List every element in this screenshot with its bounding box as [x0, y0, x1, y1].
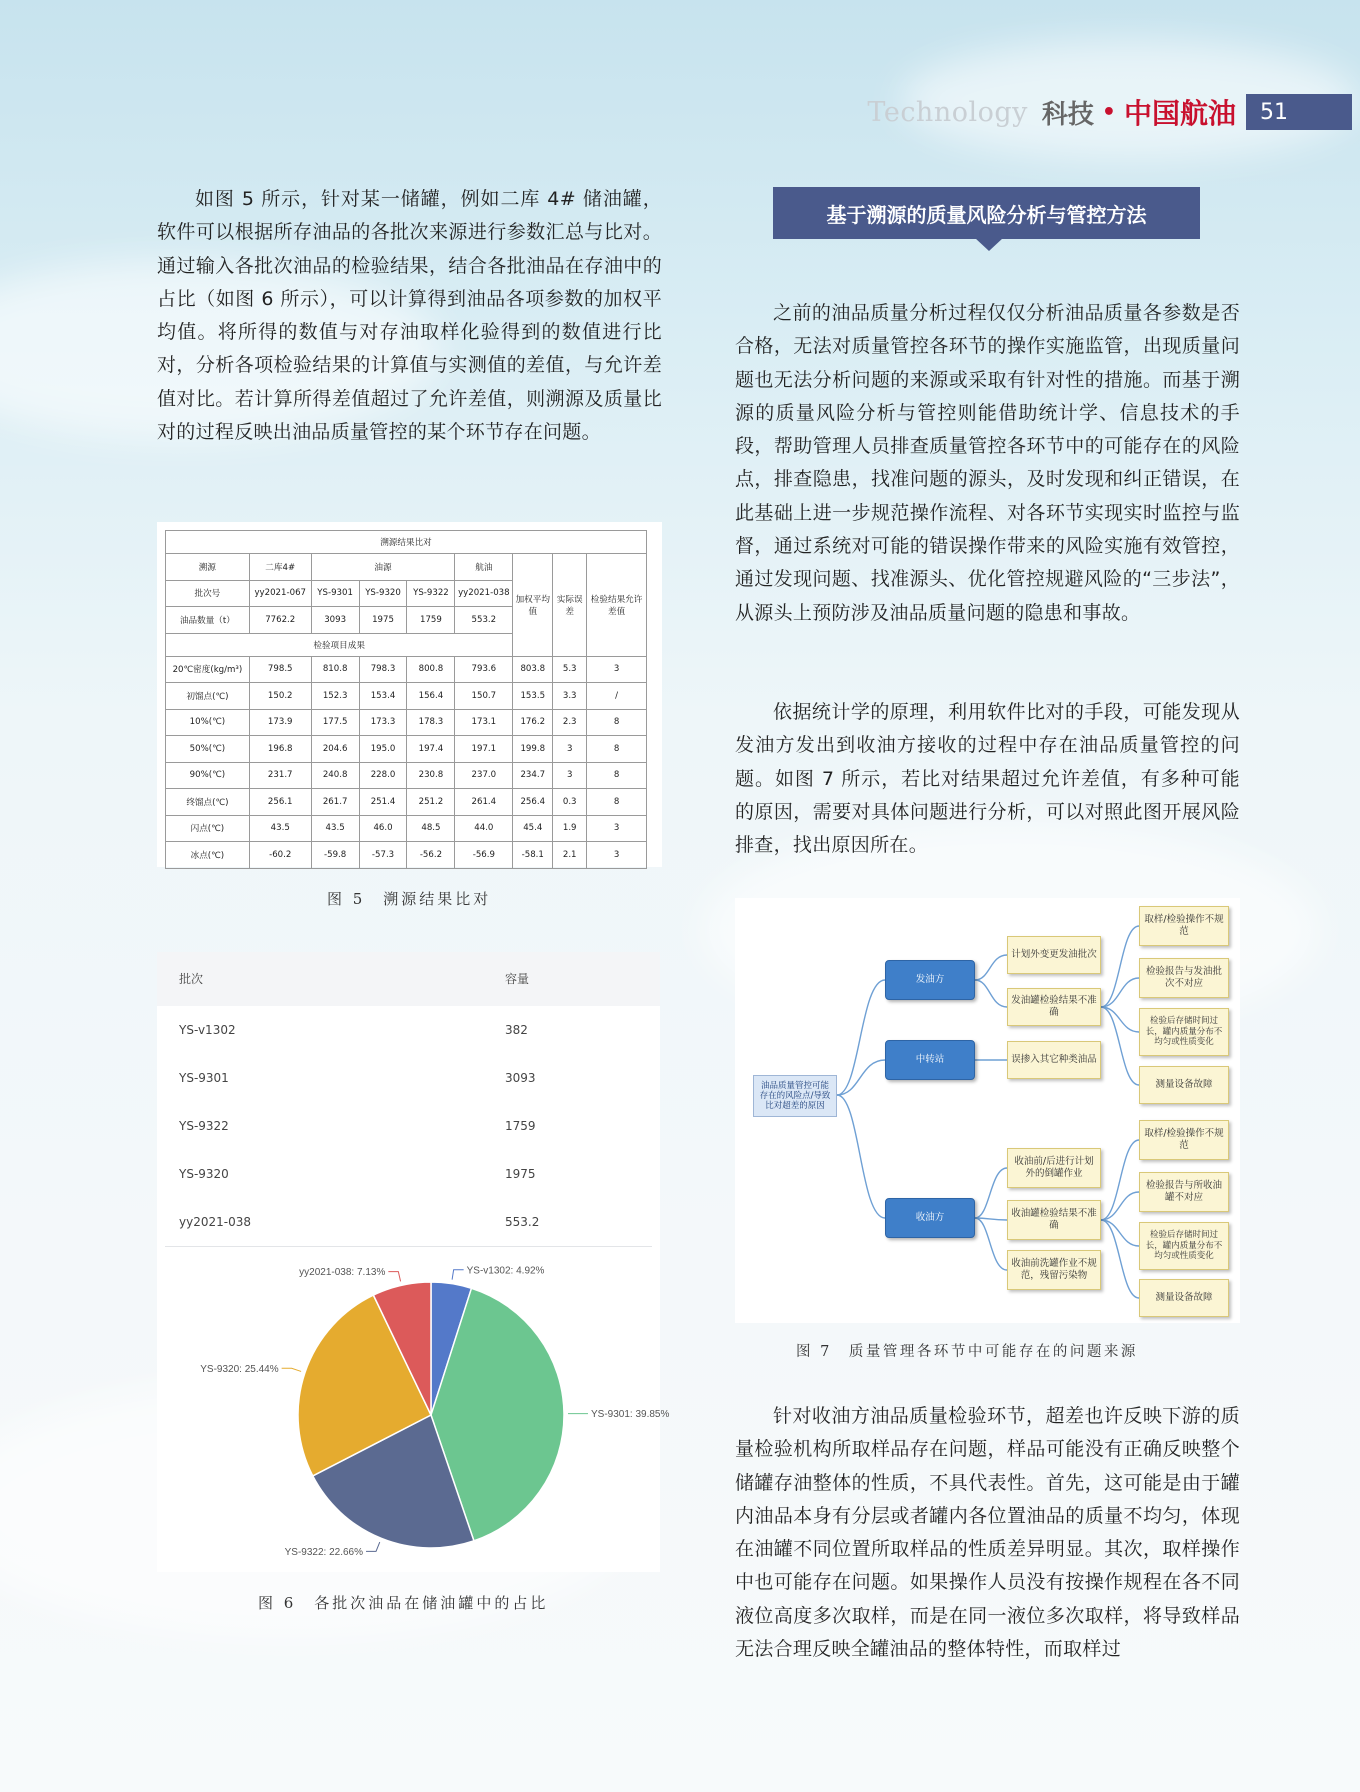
value-cell: 228.0: [359, 762, 407, 789]
node-fa-b1: 取样/检验操作不规范: [1139, 906, 1229, 946]
batch-name: YS-9301: [179, 1071, 229, 1085]
connector: [1101, 1220, 1139, 1298]
value-cell: 1.9: [553, 815, 587, 842]
connector: [975, 980, 1007, 1007]
table-row: [166, 656, 647, 683]
value-cell: 798.3: [359, 656, 407, 683]
figure-7-mindmap: [735, 898, 1240, 1323]
value-cell: 153.4: [359, 683, 407, 710]
pie-leader-line: [452, 1270, 464, 1280]
item-name-cell: 20℃密度(kg/m³): [166, 656, 250, 683]
header-batch: 批次号: [166, 580, 250, 607]
value-cell: 43.5: [249, 815, 311, 842]
node-fa-b4: 测量设备故障: [1139, 1066, 1229, 1104]
pie-leader-line: [388, 1272, 400, 1282]
value-cell: 152.3: [311, 683, 359, 710]
value-cell: 8: [587, 762, 647, 789]
figure-7-caption: 图 7 质量管理各环节中可能存在的问题来源: [796, 1344, 1138, 1360]
value-cell: 197.4: [407, 736, 455, 763]
pie-label: YS-9301: 39.85%: [590, 1409, 670, 1421]
value-cell: 240.8: [311, 762, 359, 789]
value-cell: 2.3: [553, 709, 587, 736]
batch-cell: yy2021-038: [455, 580, 513, 607]
value-cell: 156.4: [407, 683, 455, 710]
header-qty: 油品数量（t）: [166, 607, 250, 634]
qty-cell: 1975: [359, 607, 407, 634]
value-cell: 173.1: [455, 709, 513, 736]
item-name-cell: 初馏点(℃): [166, 683, 250, 710]
value-cell: -56.9: [455, 842, 513, 869]
node-sh-b2: 检验报告与所收油罐不对应: [1139, 1172, 1229, 1212]
value-cell: -58.1: [513, 842, 553, 869]
node-sh-b: 收油罐检验结果不准确: [1007, 1200, 1101, 1240]
batch-capacity: 3093: [505, 1071, 536, 1085]
value-cell: 43.5: [311, 815, 359, 842]
value-cell: 256.1: [249, 789, 311, 816]
connector: [1101, 1140, 1139, 1220]
value-cell: 177.5: [311, 709, 359, 736]
value-cell: 178.3: [407, 709, 455, 736]
qty-cell: 553.2: [455, 607, 513, 634]
batch-cell: YS-9322: [407, 580, 455, 607]
node-zz-a: 误掺入其它种类油品: [1007, 1041, 1101, 1079]
left-paragraph-text: 如图 5 所示，针对某一储罐，例如二库 4# 储油罐，软件可以根据所存油品的各批次来源进行参数汇总与比对。通过输入各批次油品的检验结果，结合各批油品在存油中的占比（如图 6 所示），可以计算得到油品各项参数的加权平均值。将所得的数值与对存油取样化验得到的数值进行比对，分析各项检验结果的计算值与实测值的差值，与允许差值对比。若计算所得差值超过了允许差值，则溯源及质量比对的过程反映出油品质量管控的某个环节存在问题。: [157, 188, 662, 444]
value-cell: 793.6: [455, 656, 513, 683]
batch-table-row: [165, 1054, 652, 1103]
table-title: 溯源结果比对: [166, 531, 647, 554]
value-cell: 230.8: [407, 762, 455, 789]
value-cell: 231.7: [249, 762, 311, 789]
value-cell: 48.5: [407, 815, 455, 842]
value-cell: 251.2: [407, 789, 455, 816]
table-row: [166, 842, 647, 869]
header-allowed-diff: 检验结果允许差值: [587, 554, 647, 657]
batch-name: YS-9322: [179, 1119, 229, 1133]
item-name-cell: 终馏点(℃): [166, 789, 250, 816]
figure-6: [157, 952, 670, 1572]
value-cell: 803.8: [513, 656, 553, 683]
table-header-row: [166, 554, 647, 581]
item-name-cell: 冰点(℃): [166, 842, 250, 869]
value-cell: /: [587, 683, 647, 710]
right-paragraph-3-text: 针对收油方油品质量检验环节，超差也许反映下游的质量检验机构所取样品存在问题，样品可能没有正确反映整个储罐存油整体的性质，不具代表性。首先，这可能是由于罐内油品本身有分层或者罐内各位置油品的质量不均匀，体现在油罐不同位置所取样品的性质差异明显。其次，取样操作中也可能存在问题。如果操作人员没有按操作规程在各不同液位高度多次取样，而是在同一液位多次取样，将导致样品无法合理反映全罐油品的整体特性，而取样过: [735, 1405, 1240, 1661]
value-cell: 237.0: [455, 762, 513, 789]
node-fayou: 发油方: [885, 960, 975, 1000]
right-paragraph-2: [735, 696, 1240, 862]
header-actual-diff: 实际误差: [553, 554, 587, 657]
right-paragraph-1-text: 之前的油品质量分析过程仅仅分析油品质量各参数是否合格，无法对质量管控各环节的操作实施监管，出现质量问题也无法分析问题的来源或采取有针对性的措施。而基于溯源的质量风险分析与管控则能借助统计学、信息技术的手段，帮助管理人员排查质量管控各环节中的可能存在的风险点，排查隐患，找准问题的源头，及时发现和纠正错误，在此基础上进一步规范操作流程、对各环节实现实时监控与监督，通过系统对可能的错误操作带来的风险实施有效管控，通过发现问题、找准源头、优化管控规避风险的“三步法”，从源头上预防涉及油品质量问题的隐患和事故。: [735, 302, 1240, 624]
value-cell: 153.5: [513, 683, 553, 710]
batch-table-header: [157, 952, 660, 1006]
section-title: [773, 187, 1200, 239]
value-cell: 44.0: [455, 815, 513, 842]
header-erku: 二库4#: [249, 554, 311, 581]
batch-table-row: [165, 1198, 652, 1247]
batch-capacity: 382: [505, 1023, 528, 1037]
node-zhongzhuan: 中转站: [885, 1040, 975, 1080]
qty-cell: 3093: [311, 607, 359, 634]
batch-cell: YS-9301: [311, 580, 359, 607]
value-cell: -56.2: [407, 842, 455, 869]
value-cell: 3: [553, 736, 587, 763]
value-cell: 5.3: [553, 656, 587, 683]
table-row: [166, 709, 647, 736]
batch-table-row: [165, 1006, 652, 1055]
figure-5-table: [157, 522, 662, 867]
header-brand: 中国航油: [1123, 97, 1236, 130]
value-cell: 256.4: [513, 789, 553, 816]
node-fa-b3: 检验后存储时间过长，罐内质量分布不均匀或性质变化: [1139, 1008, 1229, 1056]
batch-cell: YS-9320: [359, 580, 407, 607]
header-section: 科技: [1041, 99, 1094, 130]
value-cell: 251.4: [359, 789, 407, 816]
value-cell: 195.0: [359, 736, 407, 763]
value-cell: 176.2: [513, 709, 553, 736]
pie-label: YS-9322: 22.66%: [284, 1546, 364, 1558]
value-cell: 800.8: [407, 656, 455, 683]
table-title-row: [166, 531, 647, 554]
value-cell: 8: [587, 709, 647, 736]
value-cell: 810.8: [311, 656, 359, 683]
value-cell: 150.2: [249, 683, 311, 710]
mindmap-root: 油品质量管控可能存在的风险点/导致比对超差的原因: [753, 1075, 837, 1117]
connector: [837, 1095, 885, 1218]
item-name-cell: 50%(℃): [166, 736, 250, 763]
table-row: [166, 762, 647, 789]
connector: [975, 1218, 1007, 1270]
pie-label: YS-v1302: 4.92%: [466, 1265, 545, 1277]
value-cell: 234.7: [513, 762, 553, 789]
value-cell: 173.3: [359, 709, 407, 736]
header-source: 溯源: [166, 554, 250, 581]
right-paragraph-3: [735, 1400, 1240, 1666]
page-header: [867, 94, 1352, 130]
node-fa-b: 发油罐检验结果不准确: [1007, 988, 1101, 1026]
value-cell: 3.3: [553, 683, 587, 710]
pie-leader-line: [366, 1542, 380, 1551]
value-cell: 3: [587, 842, 647, 869]
figure-6-caption: 图 6 各批次油品在储油罐中的占比: [258, 1594, 549, 1612]
figure-5-caption: 图 5 溯源结果比对: [327, 890, 492, 908]
pie-label: YS-9320: 25.44%: [200, 1363, 279, 1375]
left-paragraph: [157, 183, 662, 449]
connector: [975, 1168, 1007, 1218]
batch-capacity: 1975: [505, 1167, 536, 1181]
node-fa-a: 计划外变更发油批次: [1007, 936, 1101, 974]
column-capacity: 容量: [505, 972, 530, 986]
batch-table-row: [165, 1102, 652, 1151]
batch-pie-chart: [157, 1252, 670, 1582]
header-technology: Technology: [867, 96, 1028, 128]
value-cell: 3: [587, 815, 647, 842]
node-sh-a: 收油前/后进行计划外的倒罐作业: [1007, 1148, 1101, 1188]
value-cell: 3: [553, 762, 587, 789]
table-row: [166, 736, 647, 763]
right-paragraph-2-text: 依据统计学的原理，利用软件比对的手段，可能发现从发油方发出到收油方接收的过程中存在油品质量管控的问题。如图 7 所示，若比对结果超过允许差值，有多种可能的原因，需要对具体问题进行分析，可以对照此图开展风险排查，找出原因所在。: [735, 701, 1240, 857]
batch-capacity: 553.2: [505, 1215, 540, 1229]
batch-cell: yy2021-067: [249, 580, 311, 607]
table-row: [166, 789, 647, 816]
value-cell: 3: [587, 656, 647, 683]
table-body: [166, 656, 647, 868]
page-number: 51: [1246, 94, 1352, 130]
value-cell: 196.8: [249, 736, 311, 763]
value-cell: 2.1: [553, 842, 587, 869]
header-weighted-avg: 加权平均值: [513, 554, 553, 657]
qty-cell: 1759: [407, 607, 455, 634]
batch-name: YS-9320: [179, 1167, 229, 1181]
node-sh-b1: 取样/检验操作不规范: [1139, 1120, 1229, 1160]
header-youyuan: 油源: [311, 554, 455, 581]
value-cell: 46.0: [359, 815, 407, 842]
connector: [975, 955, 1007, 980]
value-cell: 199.8: [513, 736, 553, 763]
trace-result-table: [165, 530, 647, 869]
value-cell: -59.8: [311, 842, 359, 869]
value-cell: 204.6: [311, 736, 359, 763]
node-shouyou: 收油方: [885, 1198, 975, 1238]
value-cell: 8: [587, 736, 647, 763]
section-title-text: 基于溯源的质量风险分析与管控方法: [826, 202, 1147, 227]
value-cell: 261.7: [311, 789, 359, 816]
connector: [1101, 1192, 1139, 1220]
item-name-cell: 闪点(℃): [166, 815, 250, 842]
node-fa-b2: 检验报告与发油批次不对应: [1139, 958, 1229, 998]
batch-name: yy2021-038: [179, 1215, 251, 1229]
connector: [1101, 1220, 1139, 1246]
node-sh-b4: 测量设备故障: [1139, 1279, 1229, 1317]
value-cell: 197.1: [455, 736, 513, 763]
value-cell: 45.4: [513, 815, 553, 842]
right-paragraph-1: [735, 297, 1240, 630]
value-cell: -57.3: [359, 842, 407, 869]
qty-cell: 7762.2: [249, 607, 311, 634]
batch-name: YS-v1302: [179, 1023, 236, 1037]
value-cell: 0.3: [553, 789, 587, 816]
value-cell: -60.2: [249, 842, 311, 869]
value-cell: 150.7: [455, 683, 513, 710]
pie-label: yy2021-038: 7.13%: [299, 1267, 386, 1279]
connector: [1101, 926, 1139, 1007]
item-name-cell: 10%(℃): [166, 709, 250, 736]
item-name-cell: 90%(℃): [166, 762, 250, 789]
section-title-pointer: [975, 238, 1003, 251]
column-batch: 批次: [179, 972, 204, 986]
table-row: [166, 683, 647, 710]
value-cell: 173.9: [249, 709, 311, 736]
header-items: 检验项目成果: [166, 633, 513, 656]
header-dot: •: [1101, 99, 1116, 125]
node-sh-b3: 检验后存储时间过长，罐内质量分布不均匀或性质变化: [1139, 1222, 1229, 1270]
header-hangyou: 航油: [455, 554, 513, 581]
node-sh-c: 收油前洗罐作业不规范，残留污染物: [1007, 1250, 1101, 1290]
connector: [1101, 978, 1139, 1007]
connector: [837, 980, 885, 1095]
batch-capacity: 1759: [505, 1119, 536, 1133]
value-cell: 261.4: [455, 789, 513, 816]
batch-table-row: [165, 1150, 652, 1199]
table-row: [166, 815, 647, 842]
value-cell: 798.5: [249, 656, 311, 683]
value-cell: 8: [587, 789, 647, 816]
pie-leader-line: [282, 1368, 301, 1371]
